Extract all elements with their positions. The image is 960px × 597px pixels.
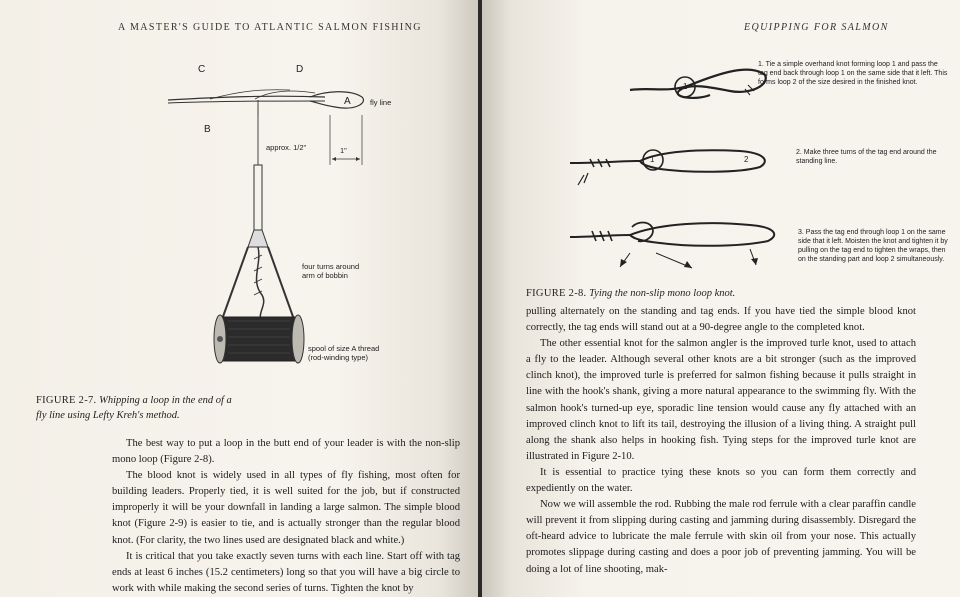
spool-line-2: (rod-winding type) <box>308 353 369 363</box>
left-body-text <box>112 436 460 597</box>
right-paragraph: The other essential knot for the salmon angler is the improved turle knot, used to attach a fly to the leader. Although several other knots are a bit stronger (such as the improved clinch knot), the improved turle is preferred for salmon fishing because it pulls straight in line with the hook's shank, giving a more natural appearance to the swimming fly. With the salmon hook's turned-up eye, sporadic line tension would cause any fly attached with an improved clinch knot to lift its tail, destroying the illusion of a living thing. A straight pull along the shank also helps in hooking fish. Tying steps for the improved turle knot are illustrated in Figure 2-10. <box>526 338 916 462</box>
approx-label: approx. 1/2" <box>266 143 307 152</box>
one-inch-label: 1" <box>340 146 347 155</box>
figure-2-7-illustration <box>150 55 450 395</box>
loop-label-1-step2: 1 <box>650 155 655 164</box>
loop-label-2: 2 <box>744 155 749 164</box>
right-paragraph: pulling alternately on the standing and tag ends. If you have tied the simple blood knot correctly, the tag ends will stand out at a 90-degree angle to the completed knot. <box>526 306 916 334</box>
spool-label <box>308 344 379 363</box>
caption-line-2: fly line using Lefty Kreh's method. <box>36 410 180 422</box>
caption-figure-number: FIGURE 2-8. <box>526 288 587 299</box>
left-paragraph: The blood knot is widely used in all types of fly fishing, most often for building leaders. Properly tied, it is well suited for the job, but if constructed improperly it will be your downfall in landing a large salmon. The simple blood knot (Figure 2-9) is easier to tie, and is actually stronger than the regular blood knot. (For clarity, the two lines used are designated black and white.) <box>112 470 460 546</box>
left-running-head: A MASTER'S GUIDE TO ATLANTIC SALMON FISHING <box>118 22 422 33</box>
right-running-head: EQUIPPING FOR SALMON <box>744 22 889 33</box>
four-turns-label <box>302 262 359 281</box>
fig-label-b: B <box>204 124 211 135</box>
right-paragraph: Now we will assemble the rod. Rubbing the male rod ferrule with a clear paraffin candle will prevent it from slipping during casting and jamming during disassembly. Disregard the oft-heard advice to lubricate the male ferrule with skin oil from your nose. This actually promotes slippage during casting and does a poor job of preventing jamming. You will be doing a lot of line shooting, mak- <box>526 499 916 575</box>
four-turns-line-2: arm of bobbin <box>302 271 348 281</box>
knot-step-1: 1. Tie a simple overhand knot forming loop 1 and pass the tag end back through loop 1 on the same side that it left. This forms loop 2 of the size desired in the finished knot. <box>758 61 948 87</box>
loop-label-1: 1 <box>683 82 688 91</box>
caption-line-1: Whipping a loop in the end of a <box>99 395 232 406</box>
caption-text: Tying the non-slip mono loop knot. <box>589 288 736 299</box>
knot-step-3: 3. Pass the tag end through loop 1 on the same side that it left. Moisten the knot and tighten it by pulling on the tag end to tighten the wraps, then on the standing part and loop 2 simultaneously. <box>798 229 948 264</box>
left-paragraph: It is critical that you take exactly seven turns with each line. Start off with tag ends at least 6 inches (15.2 centimeters) long so that you will have a big circle to work with while making the second series of turns. Tighten the knot by <box>112 550 460 594</box>
fig-label-d: D <box>296 64 304 75</box>
knot-step-2: 2. Make three turns of the tag end around the standing line. <box>796 149 937 166</box>
left-page <box>0 0 478 597</box>
four-turns-line-1: four turns around <box>302 262 360 271</box>
right-page <box>482 0 960 597</box>
spool-line-1: spool of size A thread <box>308 344 380 353</box>
caption-figure-number: FIGURE 2-7. <box>36 395 97 406</box>
fig-label-a: A <box>344 96 351 107</box>
fig-label-c: C <box>198 64 206 75</box>
figure-2-8-caption <box>526 286 826 301</box>
right-paragraph: It is essential to practice tying these knots so you can form them correctly and expediently on the water. <box>526 466 916 495</box>
right-body-text <box>526 304 916 578</box>
left-paragraph: The best way to put a loop in the butt end of your leader is with the non-slip mono loop (Figure 2-8). <box>112 438 460 466</box>
fly-line-label: fly line <box>370 98 392 107</box>
figure-2-7-caption <box>36 393 276 423</box>
